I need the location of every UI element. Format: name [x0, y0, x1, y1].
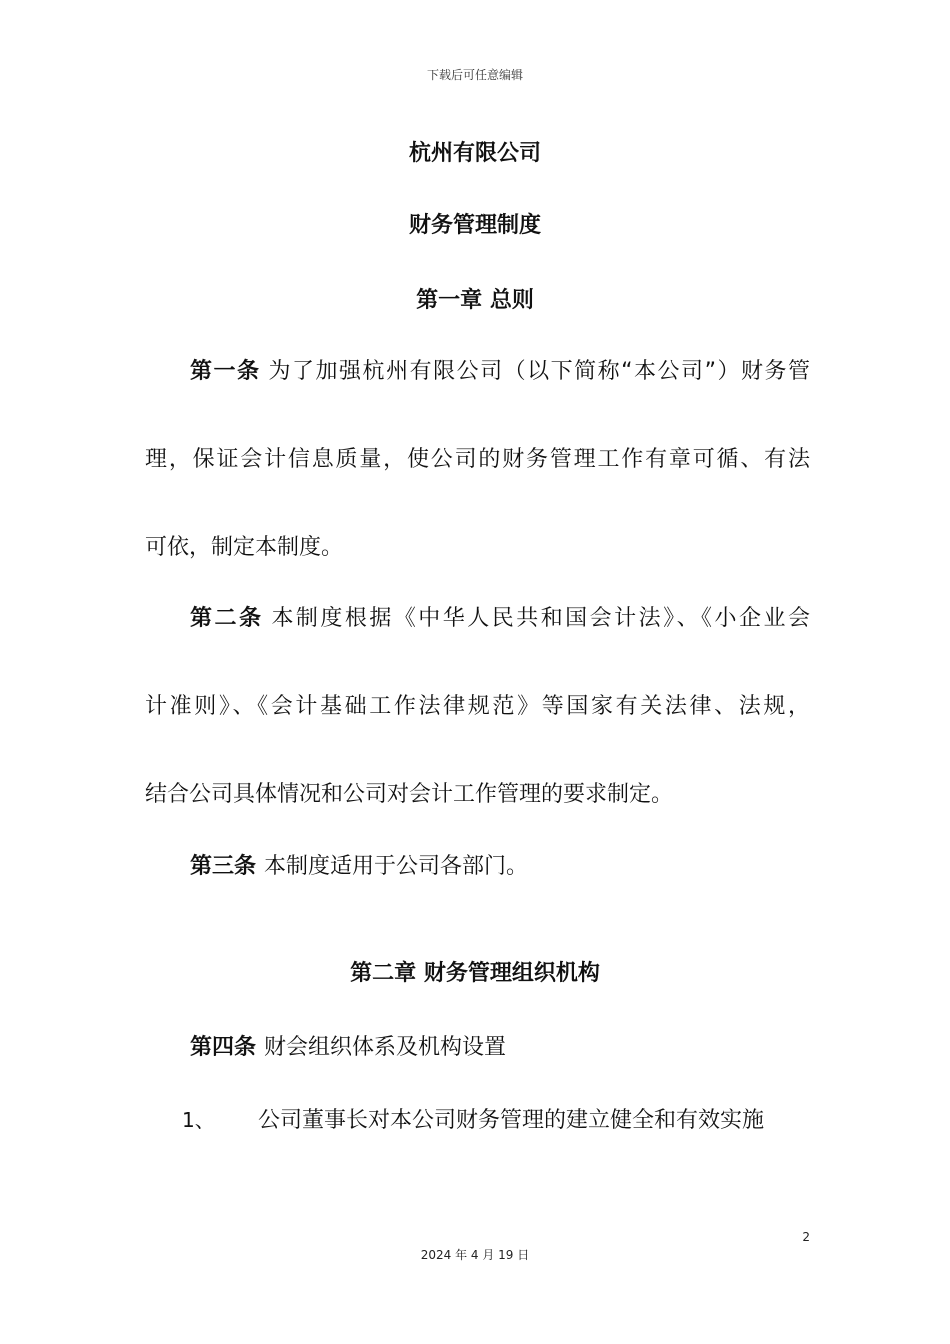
chapter-1-heading: 第一章 总则 — [416, 288, 534, 313]
list-item — [182, 1103, 812, 1134]
article-3-line — [190, 849, 810, 880]
article-1-first-line — [190, 354, 810, 385]
chapter-2-heading: 第二章 财务管理组织机构 — [350, 961, 600, 986]
document-title: 财务管理制度 — [408, 213, 541, 238]
article-1-text-3: 可依，制定本制度。 — [145, 535, 344, 560]
article-2-text-3: 结合公司具体情况和公司对会计工作管理的要求制定。 — [145, 782, 674, 807]
article-2-text-2: 计准则》、《会计基础工作法律规范》等国家有关法律、法规， — [145, 694, 810, 719]
page-number: 2 — [802, 1230, 810, 1244]
article-2-first-line — [190, 601, 810, 632]
header-note: 下载后可任意编辑 — [426, 68, 523, 82]
article-3-text-1: 本制度适用于公司各部门。 — [264, 854, 529, 879]
footer-date: 2024 年 4 月 19 日 — [420, 1248, 530, 1262]
company-title: 杭州有限公司 — [408, 141, 541, 166]
article-1-text-2: 理，保证会计信息质量，使公司的财务管理工作有章可循、有法 — [145, 447, 810, 472]
article-3-label: 第三条 — [190, 854, 257, 879]
list-item-number: 1、 — [182, 1108, 215, 1132]
list-item-text: 公司董事长对本公司财务管理的建立健全和有效实施 — [258, 1108, 765, 1133]
article-4-text-1: 财会组织体系及机构设置 — [264, 1035, 507, 1060]
article-1-label: 第一条 — [190, 359, 261, 384]
article-4-label: 第四条 — [190, 1035, 257, 1060]
article-2-label: 第二条 — [190, 606, 264, 631]
article-4-line — [190, 1030, 810, 1061]
article-2-text-1: 本制度根据《中华人民共和国会计法》、《小企业会 — [271, 606, 810, 631]
article-1-text-1: 为了加强杭州有限公司（以下简称“本公司”）财务管 — [268, 359, 810, 384]
